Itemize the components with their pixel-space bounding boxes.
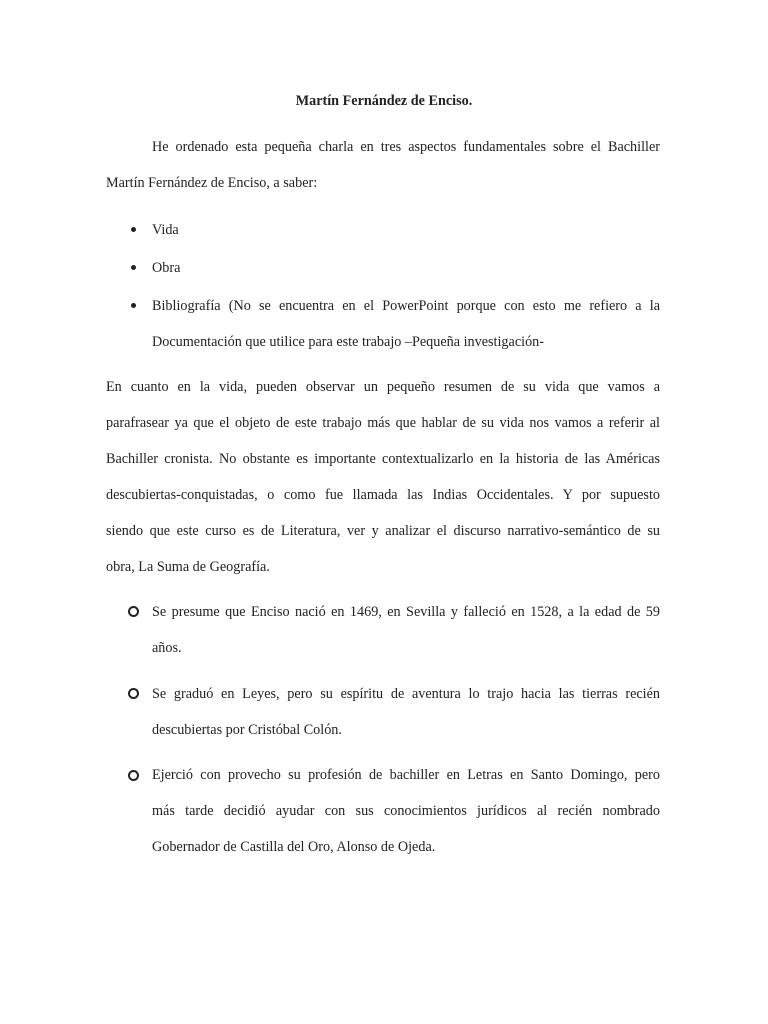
bullet-disc-icon: [131, 303, 136, 308]
intro-line-2: Martín Fernández de Enciso, a saber:: [106, 175, 318, 191]
bullet-ring-icon: [128, 770, 139, 781]
list2-item-2-line-2: descubiertas por Cristóbal Colón.: [152, 722, 342, 738]
list2-item-3-line-3: Gobernador de Castilla del Oro, Alonso de Ojeda.: [152, 839, 436, 855]
bullet-ring-icon: [128, 688, 139, 699]
para2-line-1: En cuanto en la vida, pueden observar un pequeño resumen de su vida que vamos a: [106, 379, 660, 395]
list2-item-1-line-1: Se presume que Enciso nació en 1469, en Sevilla y falleció en 1528, a la edad de 59: [152, 604, 660, 620]
list2-item-3-line-1: Ejerció con provecho su profesión de bachiller en Letras en Santo Domingo, pero: [152, 767, 660, 783]
bullet-disc-icon: [131, 227, 136, 232]
list2-item-3-line-2: más tarde decidió ayudar con sus conocimientos jurídicos al recién nombrado: [152, 803, 660, 819]
bullet-ring-icon: [128, 606, 139, 617]
list1-item-vida: Vida: [152, 222, 179, 238]
para2-line-6: obra, La Suma de Geografía.: [106, 559, 270, 575]
list1-item-bibliografia-cont: Documentación que utilice para este trabajo –Pequeña investigación-: [152, 334, 544, 350]
para2-line-4: descubiertas-conquistadas, o como fue llamada las Indias Occidentales. Y por supuesto: [106, 487, 660, 503]
para2-line-3: Bachiller cronista. No obstante es importante contextualizarlo en la historia de las Américas: [106, 451, 660, 467]
para2-line-2: parafrasear ya que el objeto de este trabajo más que hablar de su vida nos vamos a referir al: [106, 415, 660, 431]
list1-item-obra: Obra: [152, 260, 181, 276]
list1-item-bibliografia: Bibliografía (No se encuentra en el PowerPoint porque con esto me refiero a la: [152, 298, 660, 314]
page-title: Martín Fernández de Enciso.: [295, 93, 473, 109]
bullet-disc-icon: [131, 265, 136, 270]
para2-line-5: siendo que este curso es de Literatura, ver y analizar el discurso narrativo-semántico de su: [106, 523, 660, 539]
list2-item-1-line-2: años.: [152, 640, 182, 656]
list2-item-2-line-1: Se graduó en Leyes, pero su espíritu de aventura lo trajo hacia las tierras recién: [152, 686, 660, 702]
intro-line-1: He ordenado esta pequeña charla en tres aspectos fundamentales sobre el Bachiller: [152, 139, 660, 155]
